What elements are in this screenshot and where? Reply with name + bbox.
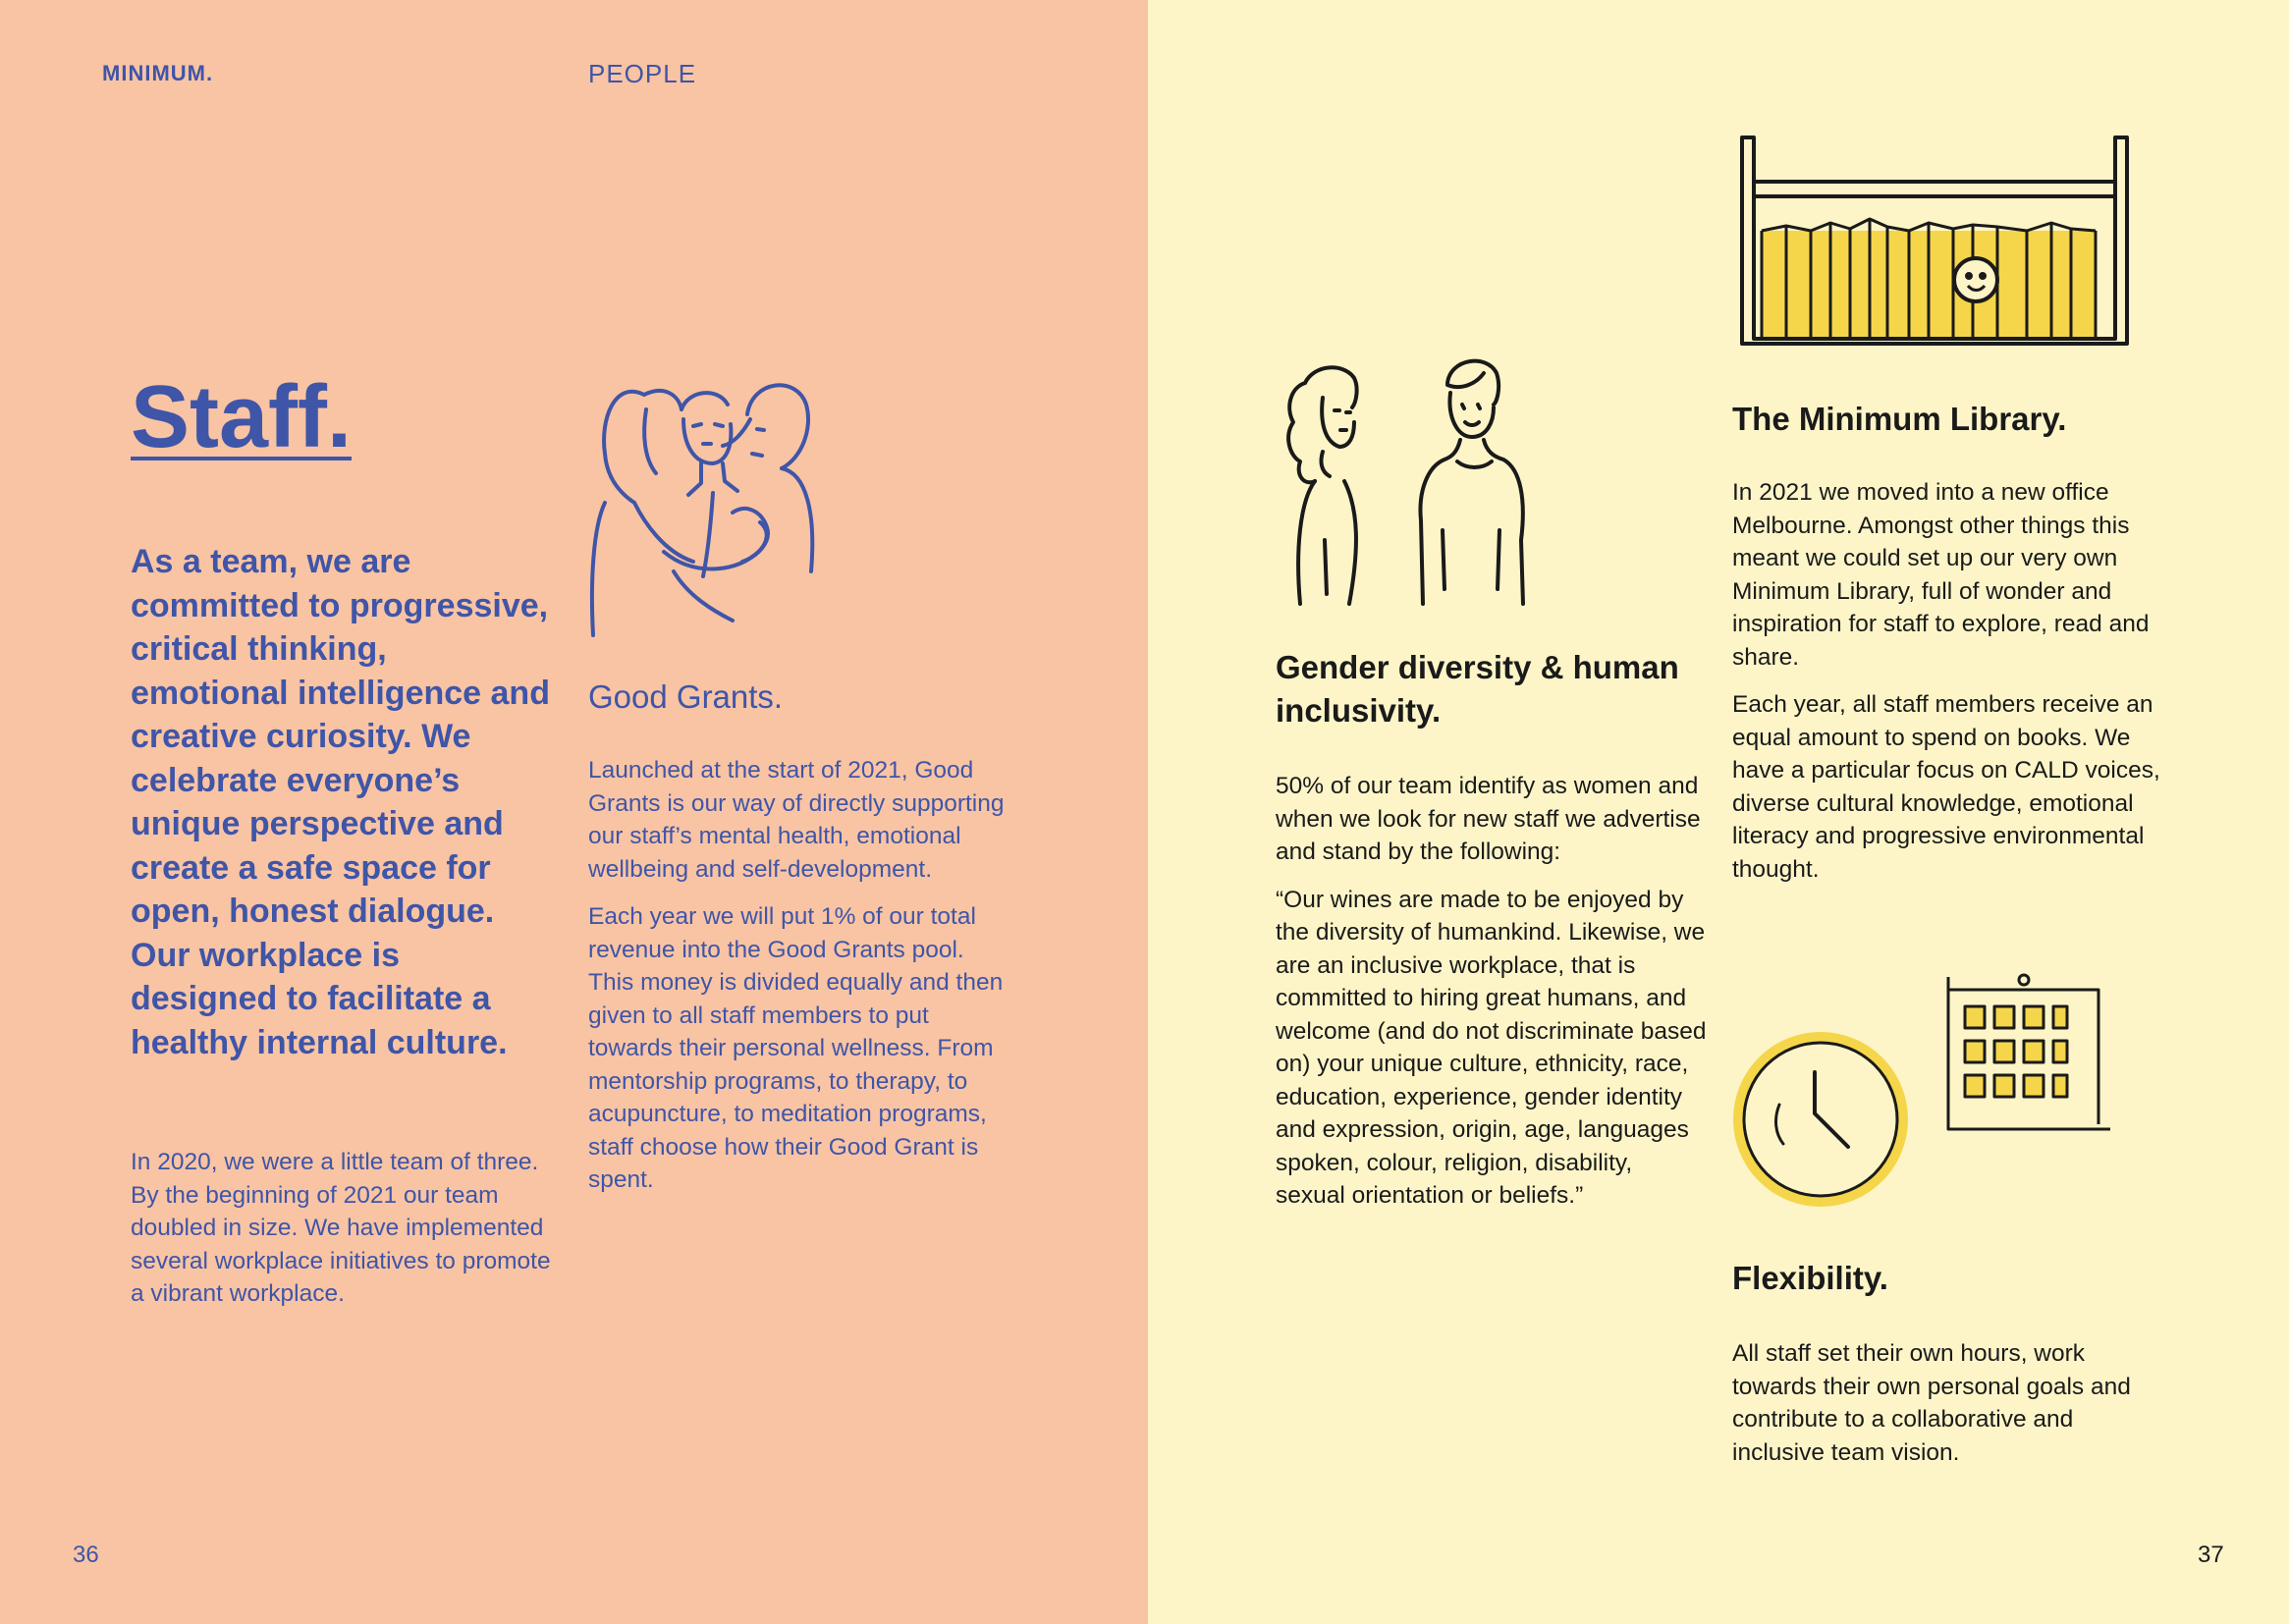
- library-paragraph-2: Each year, all staff members receive an equal amount to spend on books. We have a particular focus on CALD voices, diverse cultural knowledge, emotional literacy and progressive environmental thought.: [1732, 691, 2160, 883]
- gender-paragraph-2: “Our wines are made to be enjoyed by the diversity of humankind. Likewise, we are an inclusive workplace, that is committed to hiring great humans, and welcome (and do not discriminate based on) your unique culture, ethnicity, race, education, experience, gender identity and expression, origin, age, languages spoken, colour, religion, disability, sexual orientation or beliefs.”: [1276, 886, 1707, 1209]
- library-heading: The Minimum Library.: [1732, 401, 2067, 437]
- calendar-icon: [1943, 972, 2115, 1134]
- bookshelf-icon: [1732, 133, 2135, 349]
- good-grants-paragraph-2: Each year we will put 1% of our total revenue into the Good Grants pool. This money is divided equally and then given to all staff members to put towards their personal wellness. From mentorship programs, to therapy, to acupuncture, to meditation programs, staff choose how their Good Grant is spent.: [588, 903, 1004, 1193]
- good-grants-text: [588, 754, 1010, 1212]
- library-text: [1732, 476, 2164, 900]
- gender-paragraph-1: 50% of our team identify as women and when we look for new staff we advertise and stand by the following:: [1276, 773, 1701, 865]
- lead-paragraph: As a team, we are committed to progressive, critical thinking, emotional intelligence and creative curiosity. We celebrate everyone’s unique perspective and create a safe space for open, honest dialogue. Our workplace is designed to facilitate a healthy internal culture.: [131, 543, 550, 1061]
- two-people-icon: [1276, 344, 1570, 614]
- flexibility-text: [1732, 1337, 2164, 1484]
- clock-icon: [1732, 1031, 1909, 1208]
- page-title: Staff.: [131, 368, 352, 466]
- flexibility-heading: Flexibility.: [1732, 1260, 1888, 1296]
- library-paragraph-1: In 2021 we moved into a new office Melbourne. Amongst other things this meant we could set up our very own Minimum Library, full of wonder and inspiration for staff to explore, read and share.: [1732, 479, 2150, 671]
- gender-diversity-heading: Gender diversity & human inclusivity.: [1276, 649, 1679, 729]
- section-label: PEOPLE: [588, 59, 697, 88]
- intro-text: [131, 1146, 563, 1326]
- good-grants-heading: Good Grants.: [588, 678, 784, 715]
- intro-paragraph: In 2020, we were a little team of three. By the beginning of 2021 our team doubled in size. We have implemented several workplace initiatives to promote a vibrant workplace.: [131, 1149, 551, 1307]
- hugging-people-icon: [585, 365, 909, 640]
- right-page: [1148, 0, 2289, 1624]
- gender-diversity-text: [1276, 770, 1708, 1227]
- good-grants-paragraph-1: Launched at the start of 2021, Good Grants is our way of directly supporting our staff’s mental health, emotional wellbeing and self-development.: [588, 757, 1005, 883]
- page-number-right: 37: [2198, 1542, 2224, 1568]
- flexibility-paragraph: All staff set their own hours, work towards their own personal goals and contribute to a collaborative and inclusive team vision.: [1732, 1340, 2131, 1466]
- page-number-left: 36: [73, 1542, 99, 1568]
- brand-logo: MINIMUM.: [102, 61, 214, 85]
